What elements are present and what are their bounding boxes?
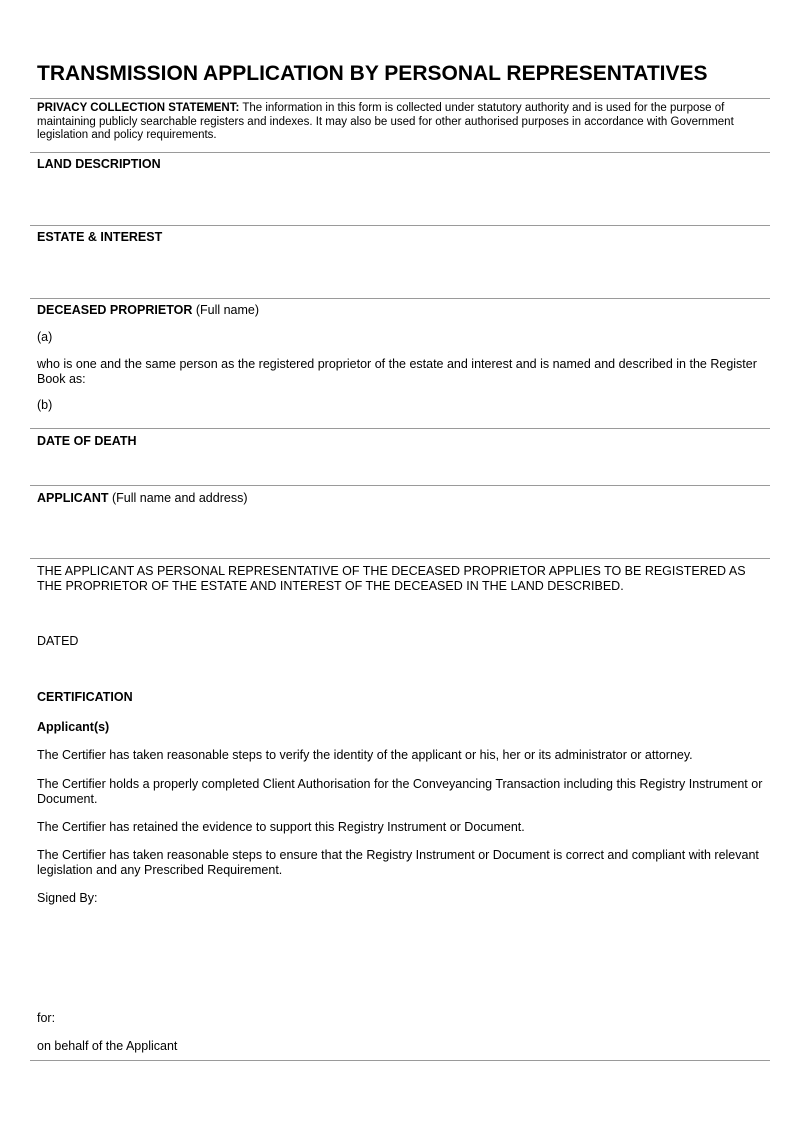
certification-statement: The Certifier holds a properly completed Client Authorisation for the Conveyancing Transaction including this Registry Instrument or Document. (37, 777, 763, 806)
divider (30, 98, 770, 99)
divider (30, 1060, 770, 1061)
privacy-label: PRIVACY COLLECTION STATEMENT: (37, 102, 240, 114)
signed-by-label: Signed By: (37, 891, 98, 905)
for-label: for: (37, 1011, 56, 1025)
dated-label: DATED (37, 634, 79, 648)
on-behalf-label: on behalf of the Applicant (37, 1039, 178, 1053)
applicant-note: (Full name and address) (108, 491, 248, 505)
privacy-statement (37, 102, 763, 143)
certification-label: CERTIFICATION (37, 690, 133, 704)
certification-statement: The Certifier has retained the evidence to support this Registry Instrument or Document. (37, 820, 525, 834)
divider (30, 558, 770, 559)
applicant-heading (37, 491, 763, 506)
divider (30, 225, 770, 226)
privacy-text: The information in this form is collected under statutory authority and is used for the purpose of maintaining publicly searchable registers and indexes. It may also be used for other authorised purposes in accordance with Government legislation and policy requirements. (37, 102, 734, 141)
deceased-statement: who is one and the same person as the registered proprietor of the estate and interest and is named and described in the Register Book as: (37, 357, 757, 386)
certification-statement: The Certifier has taken reasonable steps to ensure that the Registry Instrument or Document is correct and compliant with relevant legislation and any Prescribed Requirement. (37, 848, 759, 877)
deceased-item-a: (a) (37, 330, 53, 344)
estate-interest-label: ESTATE & INTEREST (37, 230, 163, 244)
divider (30, 428, 770, 429)
applicant-label: APPLICANT (37, 491, 109, 505)
application-statement: THE APPLICANT AS PERSONAL REPRESENTATIVE OF THE DECEASED PROPRIETOR APPLIES TO BE REGISTERED AS THE PROPRIETOR OF THE ESTATE AND INTEREST OF THE DECEASED IN THE LAND DESCRIBED. (37, 564, 746, 593)
divider (30, 152, 770, 153)
deceased-proprietor-note: (Full name) (192, 303, 260, 317)
date-of-death-label: DATE OF DEATH (37, 434, 137, 448)
land-description-label: LAND DESCRIPTION (37, 157, 161, 171)
form-title: TRANSMISSION APPLICATION BY PERSONAL REPRESENTATIVES (37, 62, 708, 85)
certification-subheading: Applicant(s) (37, 720, 110, 734)
divider (30, 485, 770, 486)
deceased-proprietor-label: DECEASED PROPRIETOR (37, 303, 193, 317)
deceased-proprietor-heading (37, 303, 763, 318)
divider (30, 298, 770, 299)
deceased-item-b: (b) (37, 398, 53, 412)
certification-statement: The Certifier has taken reasonable steps to verify the identity of the applicant or his, her or its administrator or attorney. (37, 748, 693, 762)
